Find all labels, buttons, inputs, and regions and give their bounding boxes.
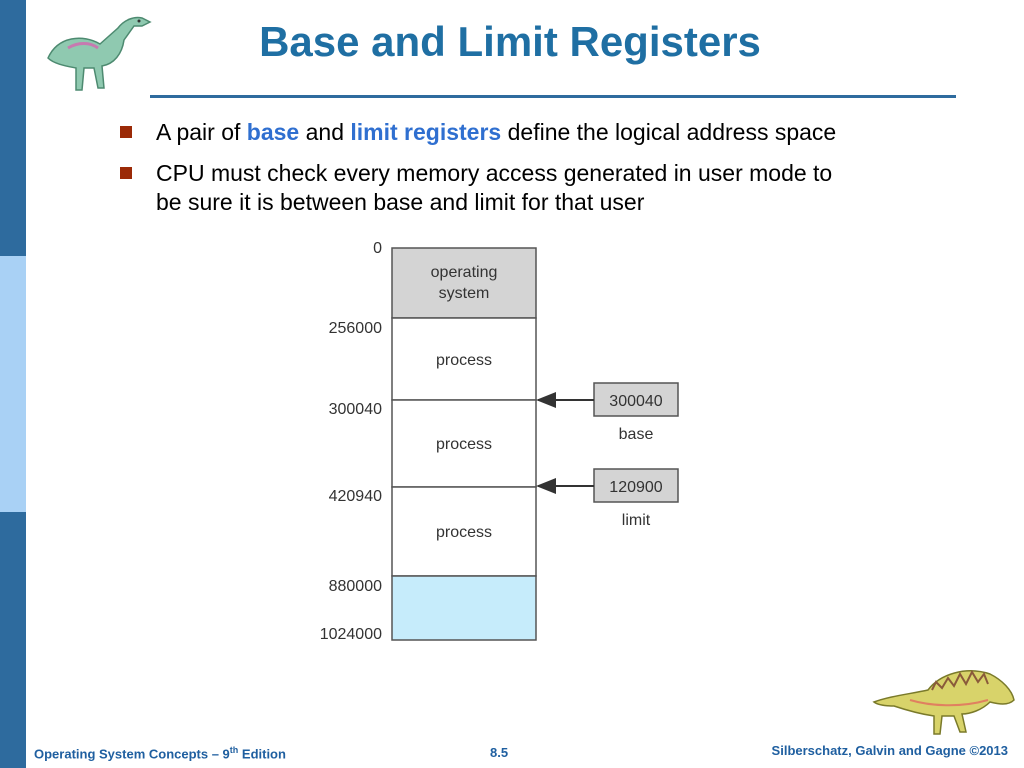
block-label: operating xyxy=(430,264,498,281)
free-block xyxy=(392,576,536,640)
memory-diagram xyxy=(300,235,700,645)
highlight-limit-registers: limit registers xyxy=(350,119,502,145)
address-label: 420940 xyxy=(328,488,382,505)
left-sidebar-stripe xyxy=(0,0,26,768)
sidebar-highlight xyxy=(0,256,26,512)
footer-book-title-suffix: Edition xyxy=(238,746,286,762)
bullet-text-line2: be sure it is between base and limit for that user xyxy=(156,189,645,215)
limit-register-label: limit xyxy=(621,512,651,529)
bullet-text: A pair of xyxy=(156,119,247,145)
highlight-base: base xyxy=(246,119,300,145)
limit-register-value: 120900 xyxy=(609,479,663,496)
dinosaur-logo-icon xyxy=(38,6,158,96)
bullet-item xyxy=(120,118,940,147)
block-label: process xyxy=(435,352,493,369)
bullet-text: define the logical address space xyxy=(501,119,837,145)
block-label: system xyxy=(438,285,490,302)
slide-title: Base and Limit Registers xyxy=(259,18,761,65)
footer-copyright: Silberschatz, Galvin and Gagne ©2013 xyxy=(771,743,1008,758)
bullet-list xyxy=(120,118,940,229)
footer-book-title-sup: th xyxy=(229,745,239,755)
bullet-text-line1: CPU must check every memory access generated in user mode to xyxy=(156,160,833,186)
address-label: 256000 xyxy=(328,320,382,337)
address-label: 300040 xyxy=(328,401,382,418)
os-block xyxy=(392,248,536,318)
block-label: process xyxy=(435,436,493,453)
base-register-value: 300040 xyxy=(609,393,663,410)
page-number: 8.5 xyxy=(490,745,509,760)
address-label: 1024000 xyxy=(319,626,382,643)
bullet-text: and xyxy=(299,119,351,145)
address-label: 0 xyxy=(373,240,382,257)
bullet-square-icon xyxy=(120,126,132,138)
footer-book-title-prefix: Operating System Concepts – 9 xyxy=(34,746,230,762)
dinosaur-logo-icon xyxy=(870,660,1020,740)
block-label: process xyxy=(435,524,493,541)
base-register-label: base xyxy=(618,426,654,443)
address-label: 880000 xyxy=(328,578,382,595)
title-divider xyxy=(150,95,956,98)
bullet-item xyxy=(120,159,940,217)
bullet-square-icon xyxy=(120,167,132,179)
footer-book-title xyxy=(34,745,286,761)
